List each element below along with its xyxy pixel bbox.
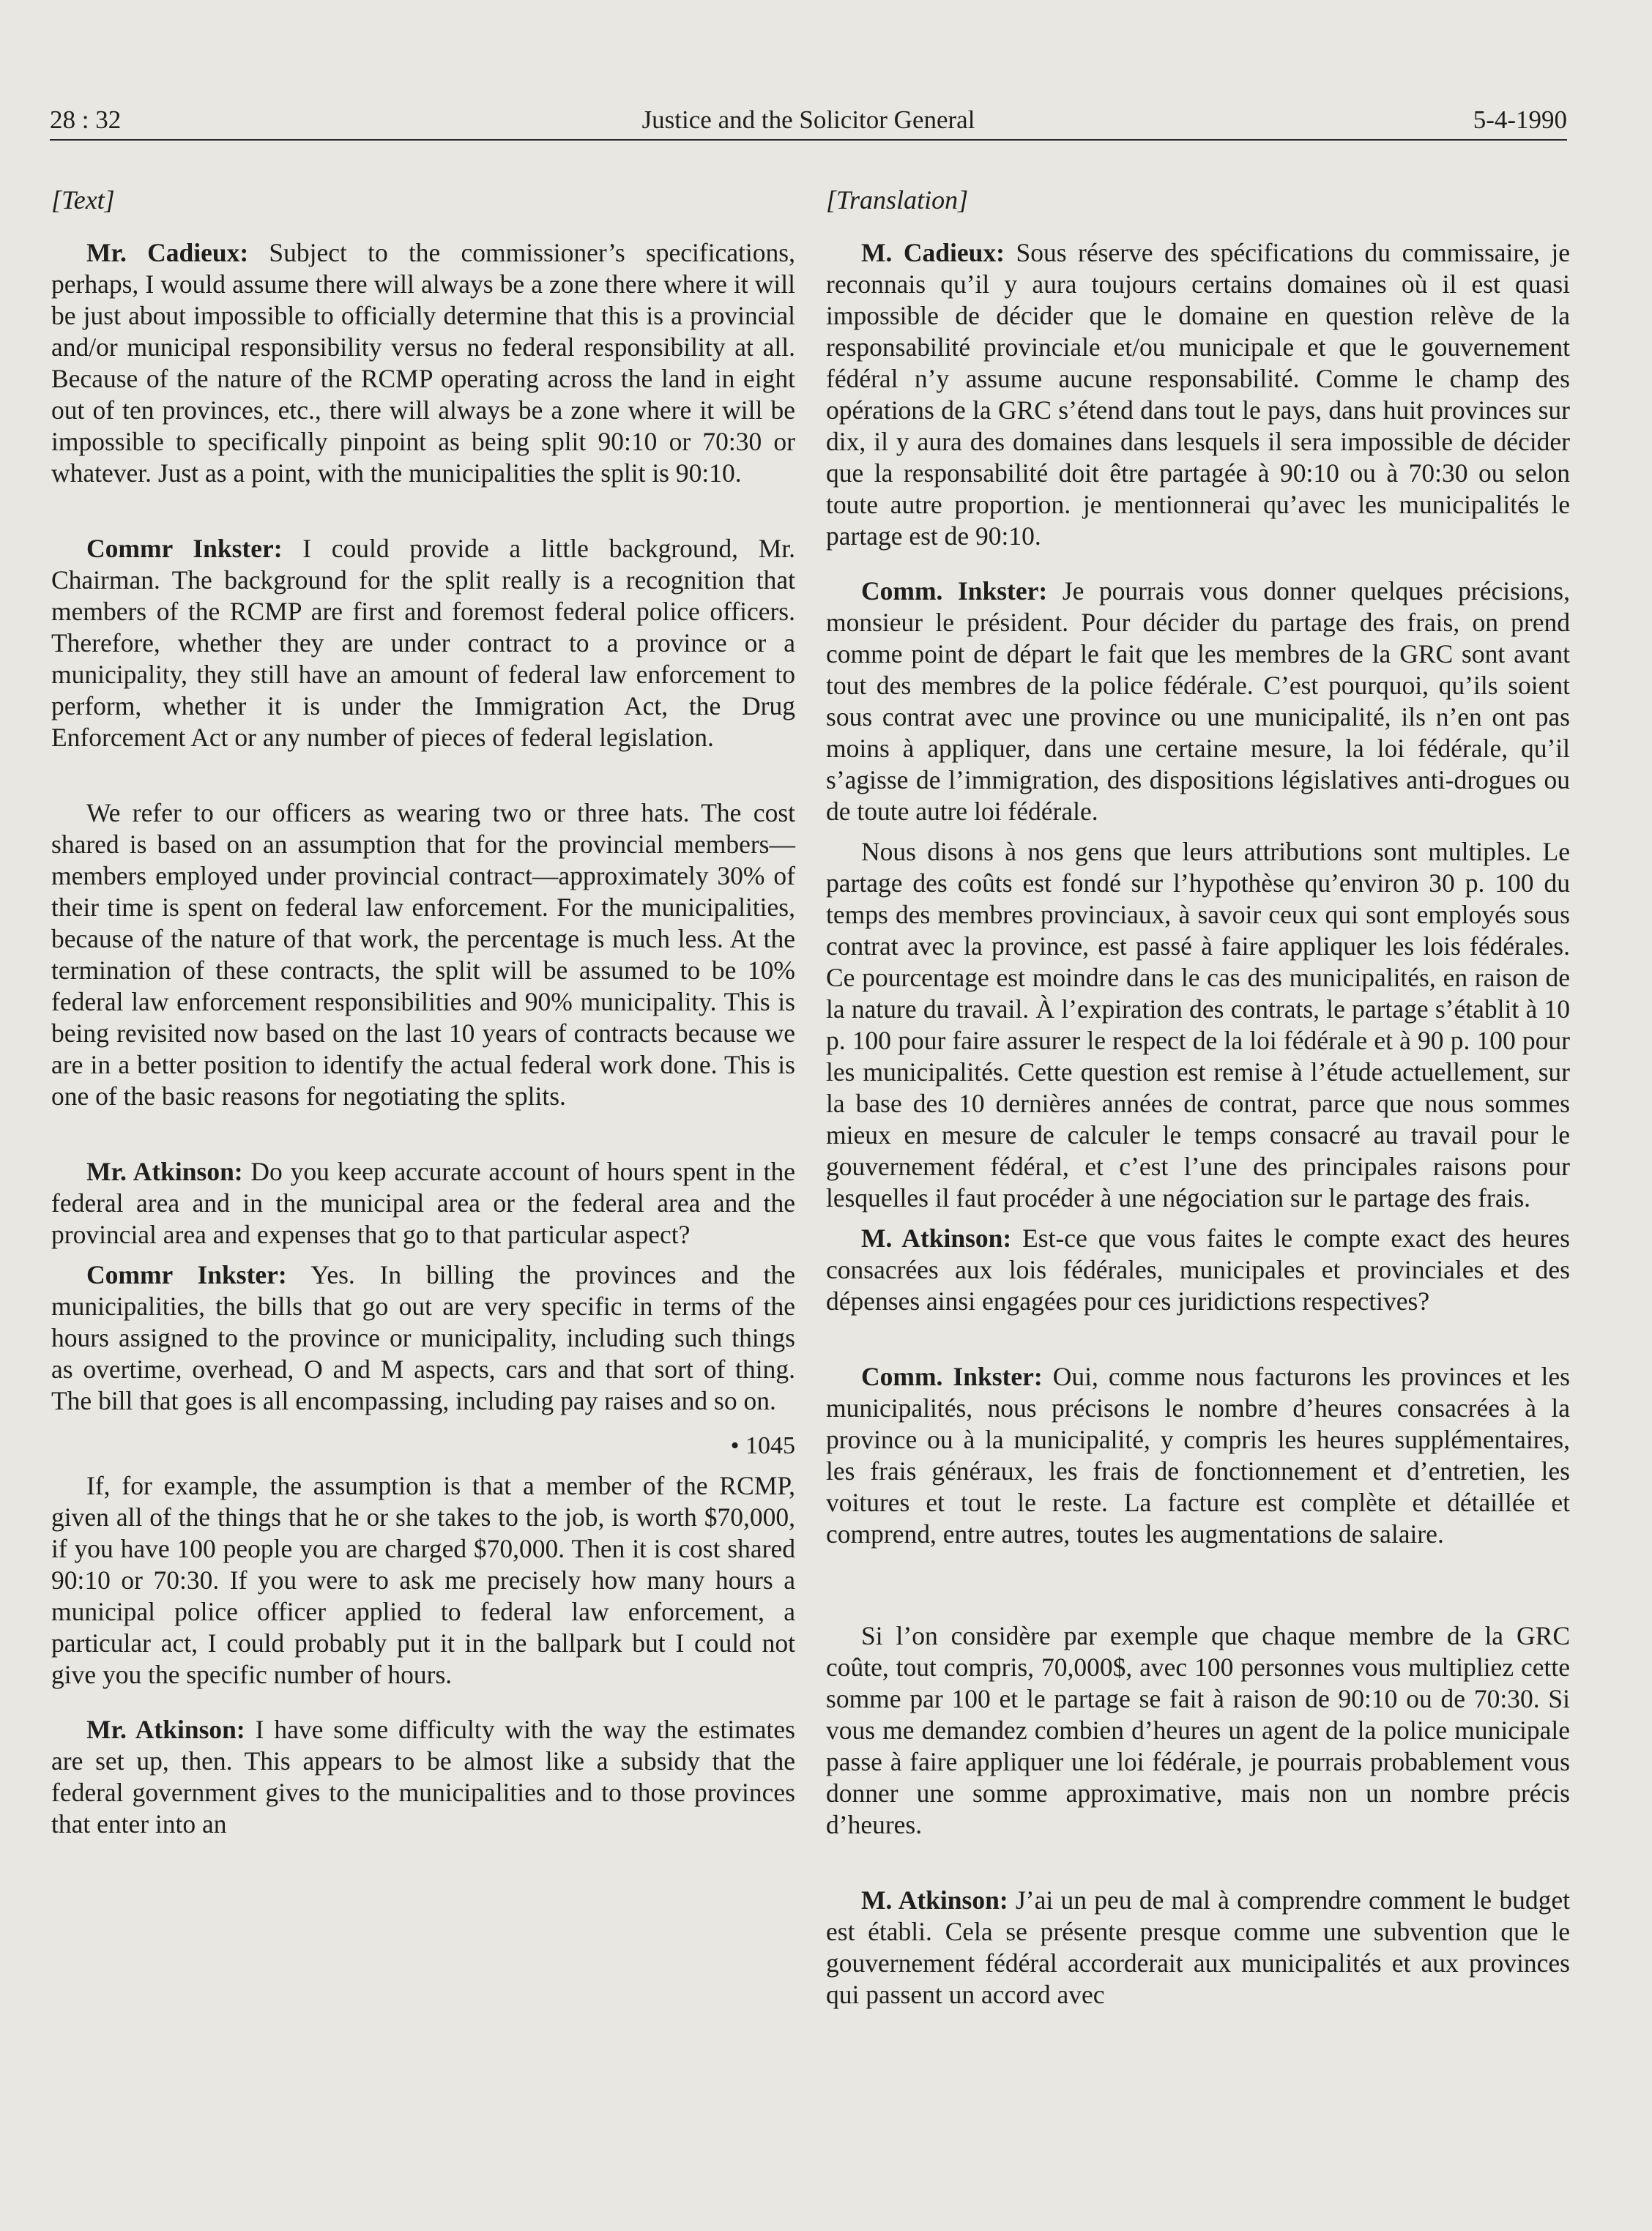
paragraph-inkster-3 (826, 1361, 1570, 1550)
speaker-name: Comm. Inkster: (861, 1362, 1043, 1391)
paragraph-atkinson-1 (826, 1223, 1570, 1317)
speaker-name: Commr Inkster: (86, 1260, 287, 1289)
paragraph-inkster-2: We refer to our officers as wearing two or three hats. The cost shared is based on an assumption that for the provincial members—members employed under provincial contract—approximately 30% of their time is spent on federal law enforcement. For the municipalities, because of the nature of that work, the percentage is much less. At the termination of these contracts, the split will be assumed to be 10% federal law enforcement responsibilities and 90% municipality. This is being revisited now based on the last 10 years of contracts because we are in a better position to identify the actual federal work done. This is one of the basic reasons for negotiating the splits. (51, 798, 795, 1111)
paragraph-text: I have some difficulty with the way the estimates are set up, then. This appears to be almost like a subsidy that the federal government gives to the municipalities and to those provinces that enter into an (51, 1715, 795, 1839)
speaker-name: Mr. Atkinson: (86, 1157, 243, 1186)
paragraph-cadieux (826, 237, 1570, 552)
speaker-name: Commr Inkster: (86, 534, 283, 563)
speaker-name: M. Cadieux: (861, 238, 1005, 267)
paragraph-text: I could provide a little background, Mr. Chairman. The background for the split really is a recognition that members of the RCMP are first and foremost federal police officers. Therefore, whether they are under contract to a province or a municipality, they still have an amount of federal law enforcement to perform, whether it is under the Immigration Act, the Drug Enforcement Act or any number of pieces of federal legislation. (51, 534, 795, 752)
paragraph-text: Sous réserve des spécifications du commissaire, je reconnais qu’il y aura toujours certains domaines où il est quasi impossible de décider que le domaine en question relève de la responsabilité provinciale et/ou municipale et que le gouvernement fédéral n’y assume aucune responsabilité. Comme le champ des opérations de la GRC s’étend dans tout le pays, dans huit provinces sur dix, il y aura des domaines dans lesquels il sera impossible de décider que la responsabilité doit être partagée à 90:10 ou à 70:30 ou selon toute autre proportion. je mentionnerai qu’avec les municipalités le partage est de 90:10. (826, 238, 1570, 551)
paragraph-text: Yes. In billing the provinces and the municipalities, the bills that go out are very specific in terms of the hours assigned to the province or municipality, including such things as overtime, overhead, O and M aspects, cars and that sort of thing. The bill that goes is all encompassing, including pay raises and so on. (51, 1260, 796, 1415)
paragraph-atkinson-2 (51, 1714, 795, 1840)
speaker-name: Mr. Atkinson: (86, 1715, 245, 1744)
speaker-name: Comm. Inkster: (861, 576, 1048, 606)
paragraph-text: Oui, comme nous facturons les provinces et les municipalités, nous précisons le nombre d’heures consacrées à la province ou à la municipalité, y compris les heures supplémentaires, les frais généraux, les frais de fonctionnement et d’entretien, les voitures et tout le reste. La facture est complète et détaillée et comprend, entre autres, toutes les augmentations de salaire. (826, 1362, 1570, 1549)
speaker-name: Mr. Cadieux: (86, 238, 249, 267)
paragraph-atkinson-2 (826, 1885, 1570, 2011)
paragraph-inkster-3 (51, 1259, 795, 1417)
running-title: Justice and the Solicitor General (641, 105, 975, 134)
paragraph-inkster-1 (51, 533, 795, 753)
sitting-date: 5-4-1990 (1473, 105, 1567, 134)
page-number: 28 : 32 (50, 105, 122, 134)
timestamp-marker: • 1045 (730, 1432, 795, 1459)
paragraph-inkster-1 (826, 576, 1570, 827)
paragraph-text: Je pourrais vous donner quelques précisions, monsieur le président. Pour décider du partage des frais, on prend comme point de départ le fait que les membres de la GRC sont avant tout des membres de la police fédérale. C’est pourquoi, qu’ils soient sous contrat avec une province ou une municipalité, ils n’en ont pas moins à appliquer, dans une certaine mesure, la loi fédérale, qu’il s’agisse de l’immigration, des dispositions législatives anti-drogues ou de toute autre loi fédérale. (826, 576, 1570, 826)
paragraph-text: Do you keep accurate account of hours spent in the federal area and in the municipal area or the federal area and the provincial area and expenses that go to that particular aspect? (51, 1157, 795, 1249)
paragraph-inkster-4: If, for example, the assumption is that a member of the RCMP, given all of the things that he or she takes to the job, is worth $70,000, if you have 100 people you are charged $70,000. Then it is cost shared 90:10 or 70:30. If you were to ask me precisely how many hours a municipal police officer applied to federal law enforcement, a particular act, I could probably put it in the ballpark but I could not give you the specific number of hours. (51, 1471, 795, 1689)
speaker-name: M. Atkinson: (861, 1885, 1008, 1915)
paragraph-cadieux (51, 237, 795, 489)
paragraph-inkster-2: Nous disons à nos gens que leurs attributions sont multiples. Le partage des coûts est fondé sur l’hypothèse qu’environ 30 p. 100 du temps des membres provinciaux, à savoir ceux qui sont employés sous contrat avec la province, est passé à faire appliquer les lois fédérales. Ce pourcentage est moindre dans le cas des municipalités, en raison de la nature du travail. À l’expiration des contrats, le partage s’établit à 10 p. 100 pour faire assurer le respect de la loi fédérale et à 90 p. 100 pour les municipalités. Cette question est remise à l’étude actuellement, sur la base des 10 dernières années de contrat, parce que nous sommes mieux en mesure de calculer le temps consacré au travail pour le gouvernement fédéral, et c’est l’une des principales raisons pour lesquelles il faut procéder à une négociation sur le partage des frais. (826, 837, 1570, 1213)
column-label-text: [Text] (51, 185, 115, 215)
paragraph-atkinson-1 (51, 1156, 795, 1251)
paragraph-text: Est-ce que vous faites le compte exact des heures consacrées aux lois fédérales, municipales et provinciales et des dépenses ainsi engagées pour ces juridictions respectives? (826, 1223, 1570, 1316)
paragraph-text: Subject to the commissioner’s specifications, perhaps, I would assume there will always be a zone there where it will be just about impossible to officially determine that this is a provincial and/or municipal responsibility versus no federal responsibility at all. Because of the nature of the RCMP operating across the land in eight out of ten provinces, etc., there will always be a zone where it will be impossible to specifically pinpoint as being split 90:10 or 70:30 or whatever. Just as a point, with the municipalities the split is 90:10. (51, 238, 795, 488)
column-label-translation: [Translation] (826, 185, 969, 215)
paragraph-inkster-4: Si l’on considère par exemple que chaque membre de la GRC coûte, tout compris, 70,000$, avec 100 personnes vous multipliez cette somme par 100 et le partage se fait à raison de 90:10 ou de 70:30. Si vous me demandez combien d’heures un agent de la police municipale passe à faire appliquer une loi fédérale, je pourrais probablement vous donner une somme approximative, mais non un nombre précis d’heures. (826, 1621, 1570, 1839)
english-column (51, 183, 795, 1840)
paragraph-text: J’ai un peu de mal à comprendre comment le budget est établi. Cela se présente presque comme une subvention que le gouvernement fédéral accorderait aux municipalités et aux provinces qui passent un accord avec (826, 1885, 1570, 2009)
page-header (50, 98, 1567, 141)
speaker-name: M. Atkinson: (861, 1223, 1012, 1253)
french-column (826, 183, 1570, 2011)
